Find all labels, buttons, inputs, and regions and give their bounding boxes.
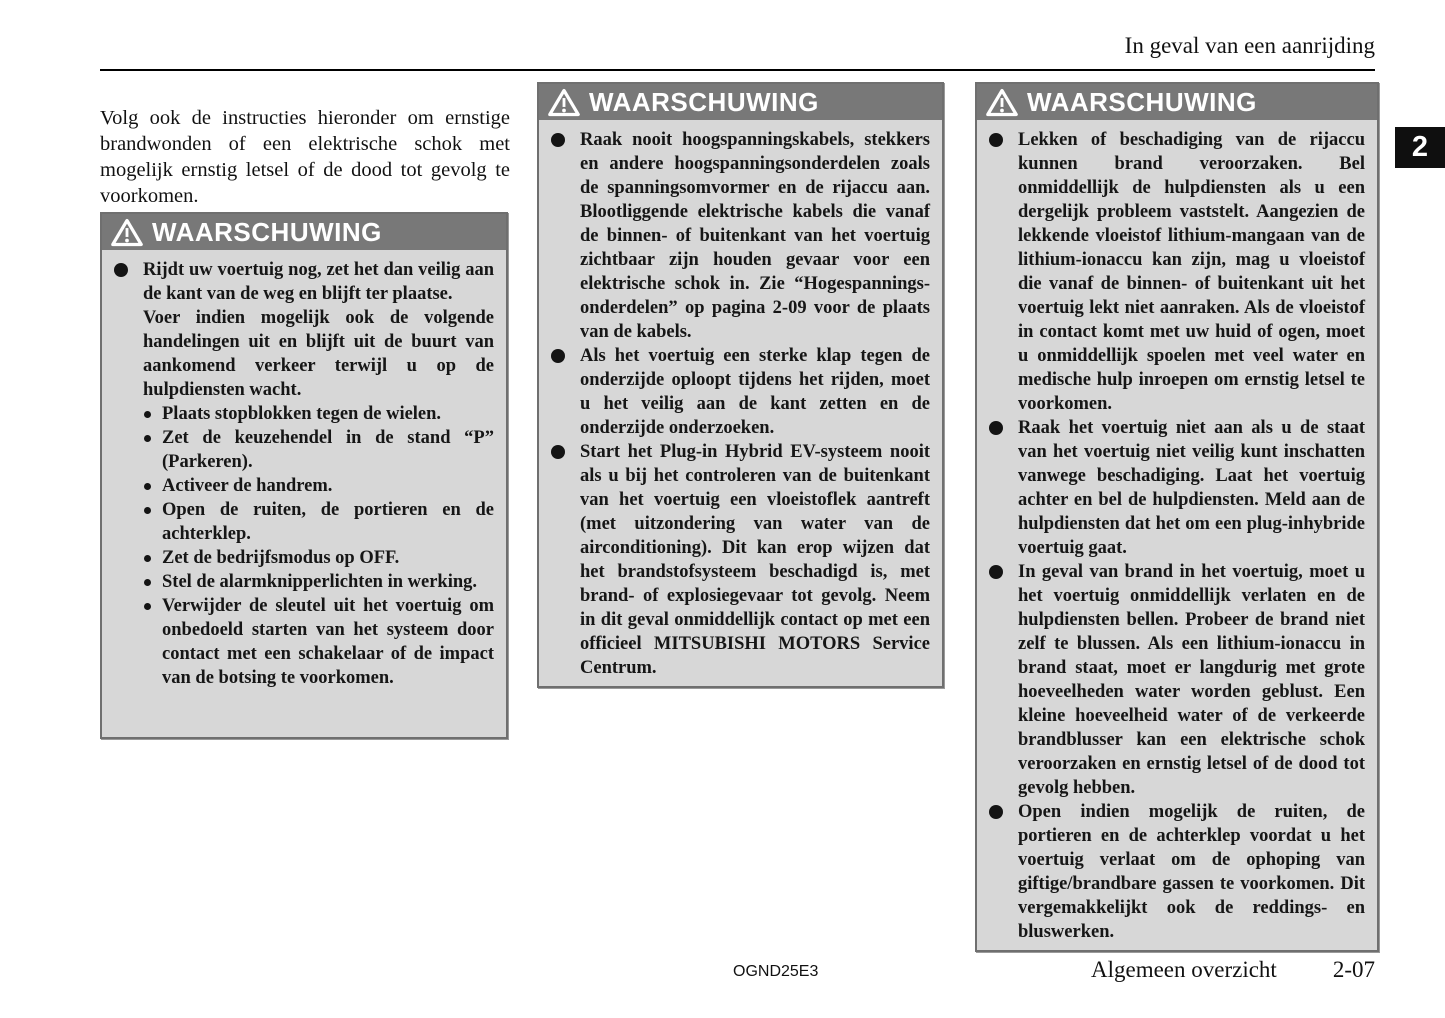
bullet-icon bbox=[989, 560, 1018, 800]
list-item: Raak het voertuig niet aan als u de staat van het voertuig niet veilig kunt inschatten vanwege beschadiging. Laat het voertuig achter en bel de hulpdiensten. Meld aan de hulpdiensten dat het om een plug-inhybride voertuig gaat. bbox=[989, 416, 1365, 560]
warning-triangle-icon bbox=[111, 218, 143, 247]
list-item: In geval van brand in het voertuig, moet u het voertuig onmiddellijk verlaten en de hulpdiensten bellen. Probeer de brand niet zelf te blussen. Als een lithium-ionaccu in brand staat, moet er langdurig met grote hoeveelheden water worden geblust. Een kleine hoeveelheid water of de verkeerde brandblusser kan een elektrische schok veroorzaken en ernstig letsel of de dood tot gevolg hebben. bbox=[989, 560, 1365, 800]
footer-document-code: OGND25E3 bbox=[733, 963, 819, 980]
list-item: Open de ruiten, de portieren en de achterklep. bbox=[142, 498, 494, 546]
header-rule bbox=[100, 69, 1375, 71]
bullet-icon bbox=[114, 258, 143, 306]
list-item: Zet de bedrijfsmodus op OFF. bbox=[142, 546, 494, 570]
warning-title: WAARSCHUWING bbox=[589, 86, 819, 117]
list-item: Activeer de handrem. bbox=[142, 474, 494, 498]
sub-bullet-icon bbox=[142, 594, 162, 690]
list-item: Stel de alarmknipperlichten in werking. bbox=[142, 570, 494, 594]
warning-box-right bbox=[975, 82, 1379, 952]
list-item: Rijdt uw voertuig nog, zet het dan veilig aan de kant van de weg en blijft ter plaatse. bbox=[114, 258, 494, 306]
intro-paragraph: Volg ook de instructies hieronder om ernstige brandwonden of een elektrische schok met mogelijk ernstig letsel of de dood tot gevolg te voorkomen. bbox=[100, 106, 510, 207]
chapter-tab: 2 bbox=[1395, 127, 1445, 168]
page-header-title: In geval van een aanrijding bbox=[1124, 33, 1375, 58]
list-item: Plaats stopblokken tegen de wielen. bbox=[142, 402, 494, 426]
warning-title: WAARSCHUWING bbox=[152, 216, 382, 247]
list-item: Start het Plug-in Hybrid EV-systeem nooit als u bij het controleren van de buitenkant van het voertuig een vloeistoflek aantreft (met uitzondering van water van de airconditioning). Dit kan erop wijzen dat het brandstofsysteem beschadigd is, met brand- of explosiegevaar tot gevolg. Neem in dit geval onmiddellijk contact op met een officieel MITSUBISHI MOTORS Service Centrum. bbox=[551, 440, 930, 680]
bullet-icon bbox=[551, 344, 580, 440]
footer-page-number: 2-07 bbox=[1332, 957, 1375, 982]
bullet-icon bbox=[551, 128, 580, 344]
list-item: Als het voertuig een sterke klap tegen de onderzijde oploopt tijdens het rijden, moet u het veilig aan de kant zetten en de onderzijde onderzoeken. bbox=[551, 344, 930, 440]
warning-body bbox=[539, 120, 942, 686]
footer-section-title: Algemeen overzicht bbox=[1090, 957, 1277, 982]
warning-header bbox=[977, 84, 1377, 120]
list-item-continuation: Voer indien mogelijk ook de volgende handelingen uit en blijft uit de buurt van aankomend verkeer terwijl u op de hulpdiensten wacht. bbox=[143, 308, 494, 400]
sub-bullet-icon bbox=[142, 546, 162, 570]
sub-bullet-icon bbox=[142, 474, 162, 498]
list-item: Open indien mogelijk de ruiten, de portieren en de achterklep voordat u het voertuig verlaat om de ophoping van giftige/brandbare gassen te voorkomen. Dit vergemakkelijkt ook de reddings- en bluswerken. bbox=[989, 800, 1365, 944]
list-item: Lekken of beschadiging van de rijaccu kunnen brand veroorzaken. Bel onmiddellijk de hulpdiensten als u een dergelijk probleem vaststelt. Aangezien de lekkende vloeistof lithium-mangaan van de lithium-ionaccu kan zijn, mag u vloeistof die vanaf de binnen- of buitenkant uit het voertuig lekt niet aanraken. Als de vloeistof in contact komt met uw huid of ogen, moet u onmiddellijk spoelen met veel water en medische hulp inroepen om ernstig letsel te voorkomen. bbox=[989, 128, 1365, 416]
warning-title: WAARSCHUWING bbox=[1027, 86, 1257, 117]
warning-body bbox=[977, 120, 1377, 950]
list-item: Verwijder de sleutel uit het voertuig om onbedoeld starten van het systeem door contact met een schakelaar of de impact van de botsing te voorkomen. bbox=[142, 594, 494, 690]
sub-bullet-icon bbox=[142, 498, 162, 546]
warning-header bbox=[102, 214, 506, 250]
sub-bullet-icon bbox=[142, 426, 162, 474]
list-item: Zet de keuzehendel in de stand “P” (Parkeren). bbox=[142, 426, 494, 474]
warning-triangle-icon bbox=[986, 88, 1018, 117]
warning-header bbox=[539, 84, 942, 120]
list-item: Raak nooit hoogspanningskabels, stekkers en andere hoogspanningsonderdelen zoals de spanningsomvormer en de rijaccu aan. Blootliggende elektrische kabels die vanaf de binnen- of buitenkant van het voertuig zichtbaar zijn houden gevaar voor een elektrische schok in. Zie “Hogespannings-onderdelen” op pagina 2-09 voor de plaats van de kabels. bbox=[551, 128, 930, 344]
bullet-icon bbox=[989, 128, 1018, 416]
warning-triangle-icon bbox=[548, 88, 580, 117]
sub-bullet-icon bbox=[142, 570, 162, 594]
sub-bullet-icon bbox=[142, 402, 162, 426]
warning-body bbox=[102, 250, 506, 696]
footer-section-info bbox=[1091, 957, 1375, 983]
bullet-icon bbox=[989, 416, 1018, 560]
bullet-icon bbox=[551, 440, 580, 680]
warning-box-middle bbox=[537, 82, 944, 688]
warning-box-left bbox=[100, 212, 508, 739]
bullet-icon bbox=[989, 800, 1018, 944]
